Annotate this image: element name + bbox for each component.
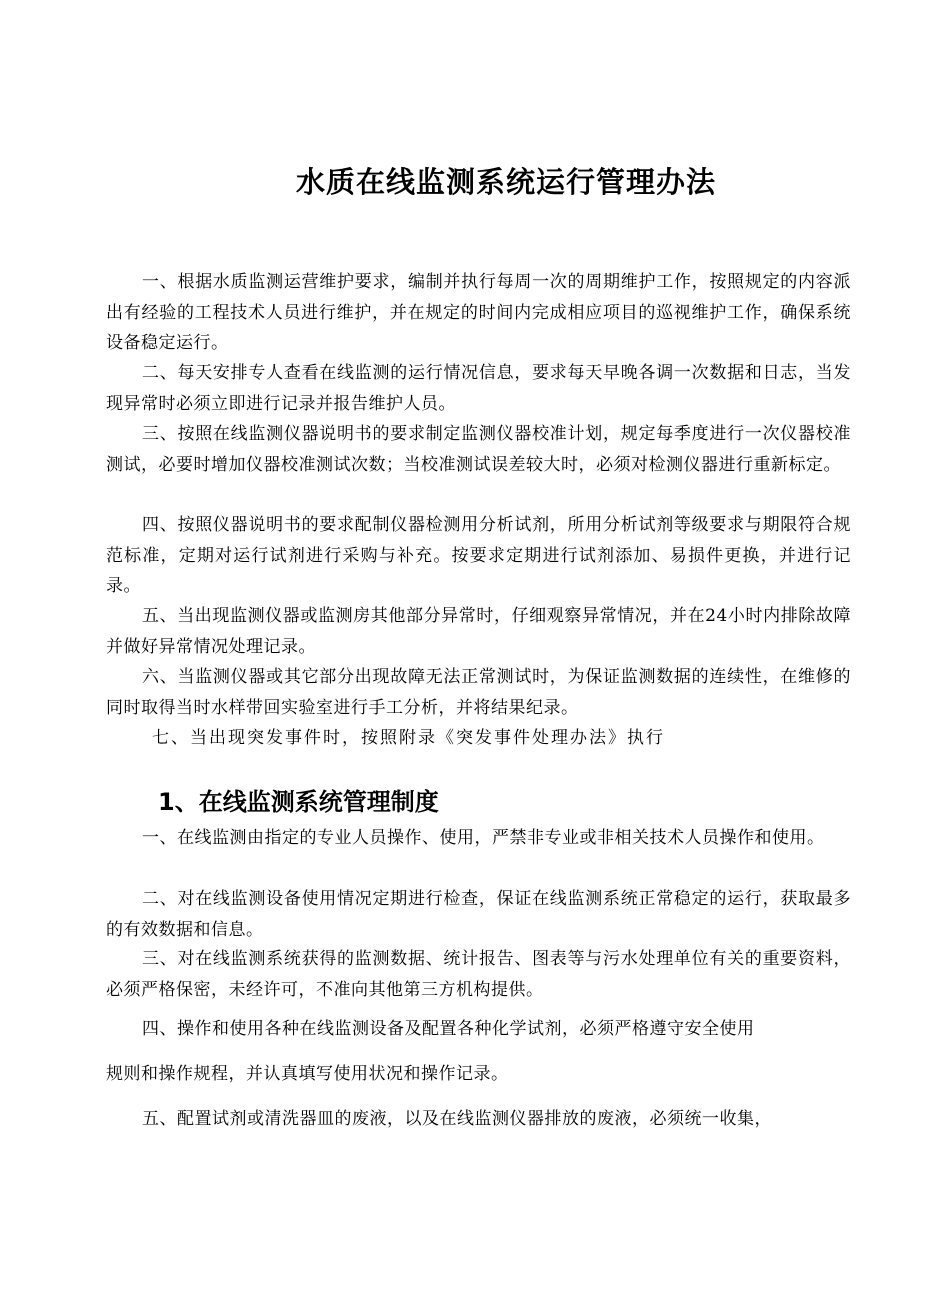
intro-paragraph-5: 五、当出现监测仪器或监测房其他部分异常时，仔细观察异常情况，并在24小时内排除故障并做好异常情况处理记录。 [106,606,851,657]
intro-paragraph-1: 一、根据水质监测运营维护要求，编制并执行每周一次的周期维护工作，按照规定的内容派出有经验的工程技术人员进行维护，并在规定的时间内完成相应项目的巡视维护工作，确保系统设备稳定运行。 [106,272,851,353]
intro-paragraph-4: 四、按照仪器说明书的要求配制仪器检测用分析试剂，所用分析试剂等级要求与期限符合规范标准，定期对运行试剂进行采购与补充。按要求定期进行试剂添加、易损件更换，并进行记录。 [106,515,851,596]
intro-paragraph-2: 二、每天安排专人查看在线监测的运行情况信息，要求每天早晚各调一次数据和日志，当发现异常时必须立即进行记录并报告维护人员。 [106,363,851,414]
section-paragraph-4-line-1: 四、操作和使用各种在线监测设备及配置各种化学试剂，必须严格遵守安全使用 [142,1019,755,1039]
intro-paragraph-7: 七、当出现突发事件时，按照附录《突发事件处理办法》执行 [152,728,665,748]
section-paragraph-5-line-1: 五、配置试剂或清洗器皿的废液，以及在线监测仪器排放的废液，必须统一收集， [142,1109,772,1129]
section-paragraph-1: 一、在线监测由指定的专业人员操作、使用，严禁非专业或非相关技术人员操作和使用。 [142,828,825,848]
intro-paragraph-6: 六、当监测仪器或其它部分出现故障无法正常测试时，为保证监测数据的连续性，在维修的同时取得当时水样带回实验室进行手工分析，并将结果纪录。 [106,667,851,718]
document-title: 水质在线监测系统运行管理办法 [295,165,716,199]
section-paragraph-3: 三、对在线监测系统获得的监测数据、统计报告、图表等与污水处理单位有关的重要资料，必须严格保密，未经许可，不准向其他第三方机构提供。 [106,949,851,1000]
intro-paragraph-3: 三、按照在线监测仪器说明书的要求制定监测仪器校准计划，规定每季度进行一次仪器校准测试，必要时增加仪器校准测试次数；当校准测试误差较大时，必须对检测仪器进行重新标定。 [106,424,851,475]
section-heading: 1、在线监测系统管理制度 [158,788,439,816]
section-paragraph-2: 二、对在线监测设备使用情况定期进行检查，保证在线监测系统正常稳定的运行，获取最多的有效数据和信息。 [106,889,851,940]
section-paragraph-4-line-2: 规则和操作规程，并认真填写使用状况和操作记录。 [106,1064,509,1084]
